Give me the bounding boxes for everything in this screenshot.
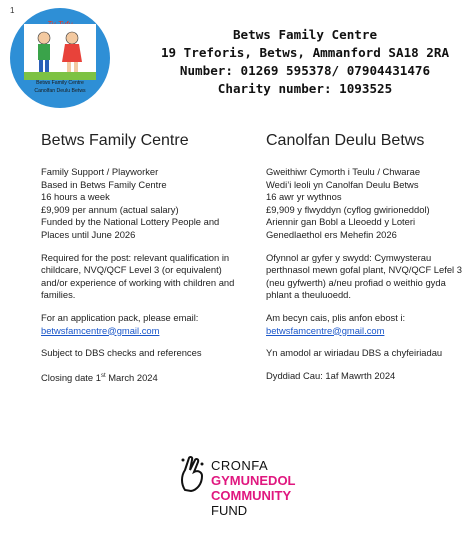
national-lottery-crossed-fingers-icon (175, 454, 209, 494)
english-apply (41, 312, 239, 337)
english-job-line: Based in Betws Family Centre (41, 178, 167, 190)
welsh-job-line: 16 awr yr wythnos (266, 191, 342, 203)
ty-tyfu-logo (10, 8, 110, 108)
welsh-title: Canolfan Deulu Betws (266, 132, 425, 149)
english-job-line: £9,909 per annum (actual salary) (41, 203, 179, 215)
english-job-line: Family Support / Playworker (41, 166, 159, 177)
centre-header (150, 26, 460, 98)
logo-line-welsh: Canolfan Deulu Betws (34, 88, 86, 94)
english-email-link[interactable]: betwsfamcentre@gmail.com (41, 324, 160, 336)
header-phone: Number: 01269 595378/ 07904431476 (179, 63, 431, 78)
fund-line-gymunedol: GYMUNEDOL (211, 473, 296, 488)
welsh-requirements: Ofynnol ar gyfer y swydd: Cymwysterau perthnasol mewn gofal plant, NVQ/QCF Lefel 3 (neu gyfwerth) a/neu profiad o weithio gyda phlant a theuluoedd. (266, 251, 462, 301)
english-apply-text: For an application pack, please email: (41, 311, 199, 323)
closing-date-ordinal: st (100, 372, 106, 379)
english-requirements: Required for the post: relevant qualification in childcare, NVQ/QCF Level 3 (or equivalent) and/or experience of working with children and families. (41, 251, 235, 301)
english-title: Betws Family Centre (41, 132, 189, 149)
english-job-line: Funded by the National Lottery People and Places until June 2026 (41, 216, 220, 240)
community-fund-logo (175, 454, 365, 534)
english-column (41, 132, 239, 394)
welsh-job-line: Ariennir gan Bobl a Lleoedd y Loteri Genedlaethol ers Mehefin 2026 (266, 216, 416, 240)
welsh-apply-text: Am becyn cais, plis anfon ebost i: (266, 311, 406, 323)
welsh-job-line: Wedi’i leoli yn Canolfan Deulu Betws (266, 178, 419, 190)
welsh-apply (266, 312, 462, 337)
fund-line-fund: FUND (211, 503, 248, 518)
header-address: 19 Treforis, Betws, Ammanford SA18 2RA (160, 45, 450, 60)
fund-line-cronfa: CRONFA (211, 458, 269, 473)
welsh-column (266, 132, 462, 392)
fund-line-community: COMMUNITY (211, 488, 292, 503)
logo-line-english: Betws Family Centre (36, 80, 84, 86)
welsh-email-link[interactable]: betwsfamcentre@gmail.com (266, 324, 385, 336)
english-job-line: 16 hours a week (41, 191, 110, 203)
welsh-job-line: £9,909 y flwyddyn (cyflog gwirioneddol) (266, 203, 430, 215)
welsh-job-details (266, 166, 462, 242)
children-drawing-icon (24, 24, 96, 80)
header-name: Betws Family Centre (232, 27, 378, 42)
english-job-details (41, 166, 239, 242)
welsh-dbs: Yn amodol ar wiriadau DBS a chyfeiriadau (266, 347, 443, 359)
header-charity-number: Charity number: 1093525 (217, 81, 393, 96)
english-dbs: Subject to DBS checks and references (41, 347, 202, 359)
closing-date-text: Closing date 1 (41, 371, 101, 383)
welsh-closing-date: Dyddiad Cau: 1af Mawrth 2024 (266, 369, 396, 381)
welsh-job-line: Gweithiwr Cymorth i Teulu / Chwarae (266, 166, 421, 177)
page-number: 1 (10, 6, 15, 15)
logo-children-illustration (24, 24, 96, 80)
closing-date-month: March 2024 (105, 371, 158, 383)
english-closing-date (41, 370, 239, 385)
